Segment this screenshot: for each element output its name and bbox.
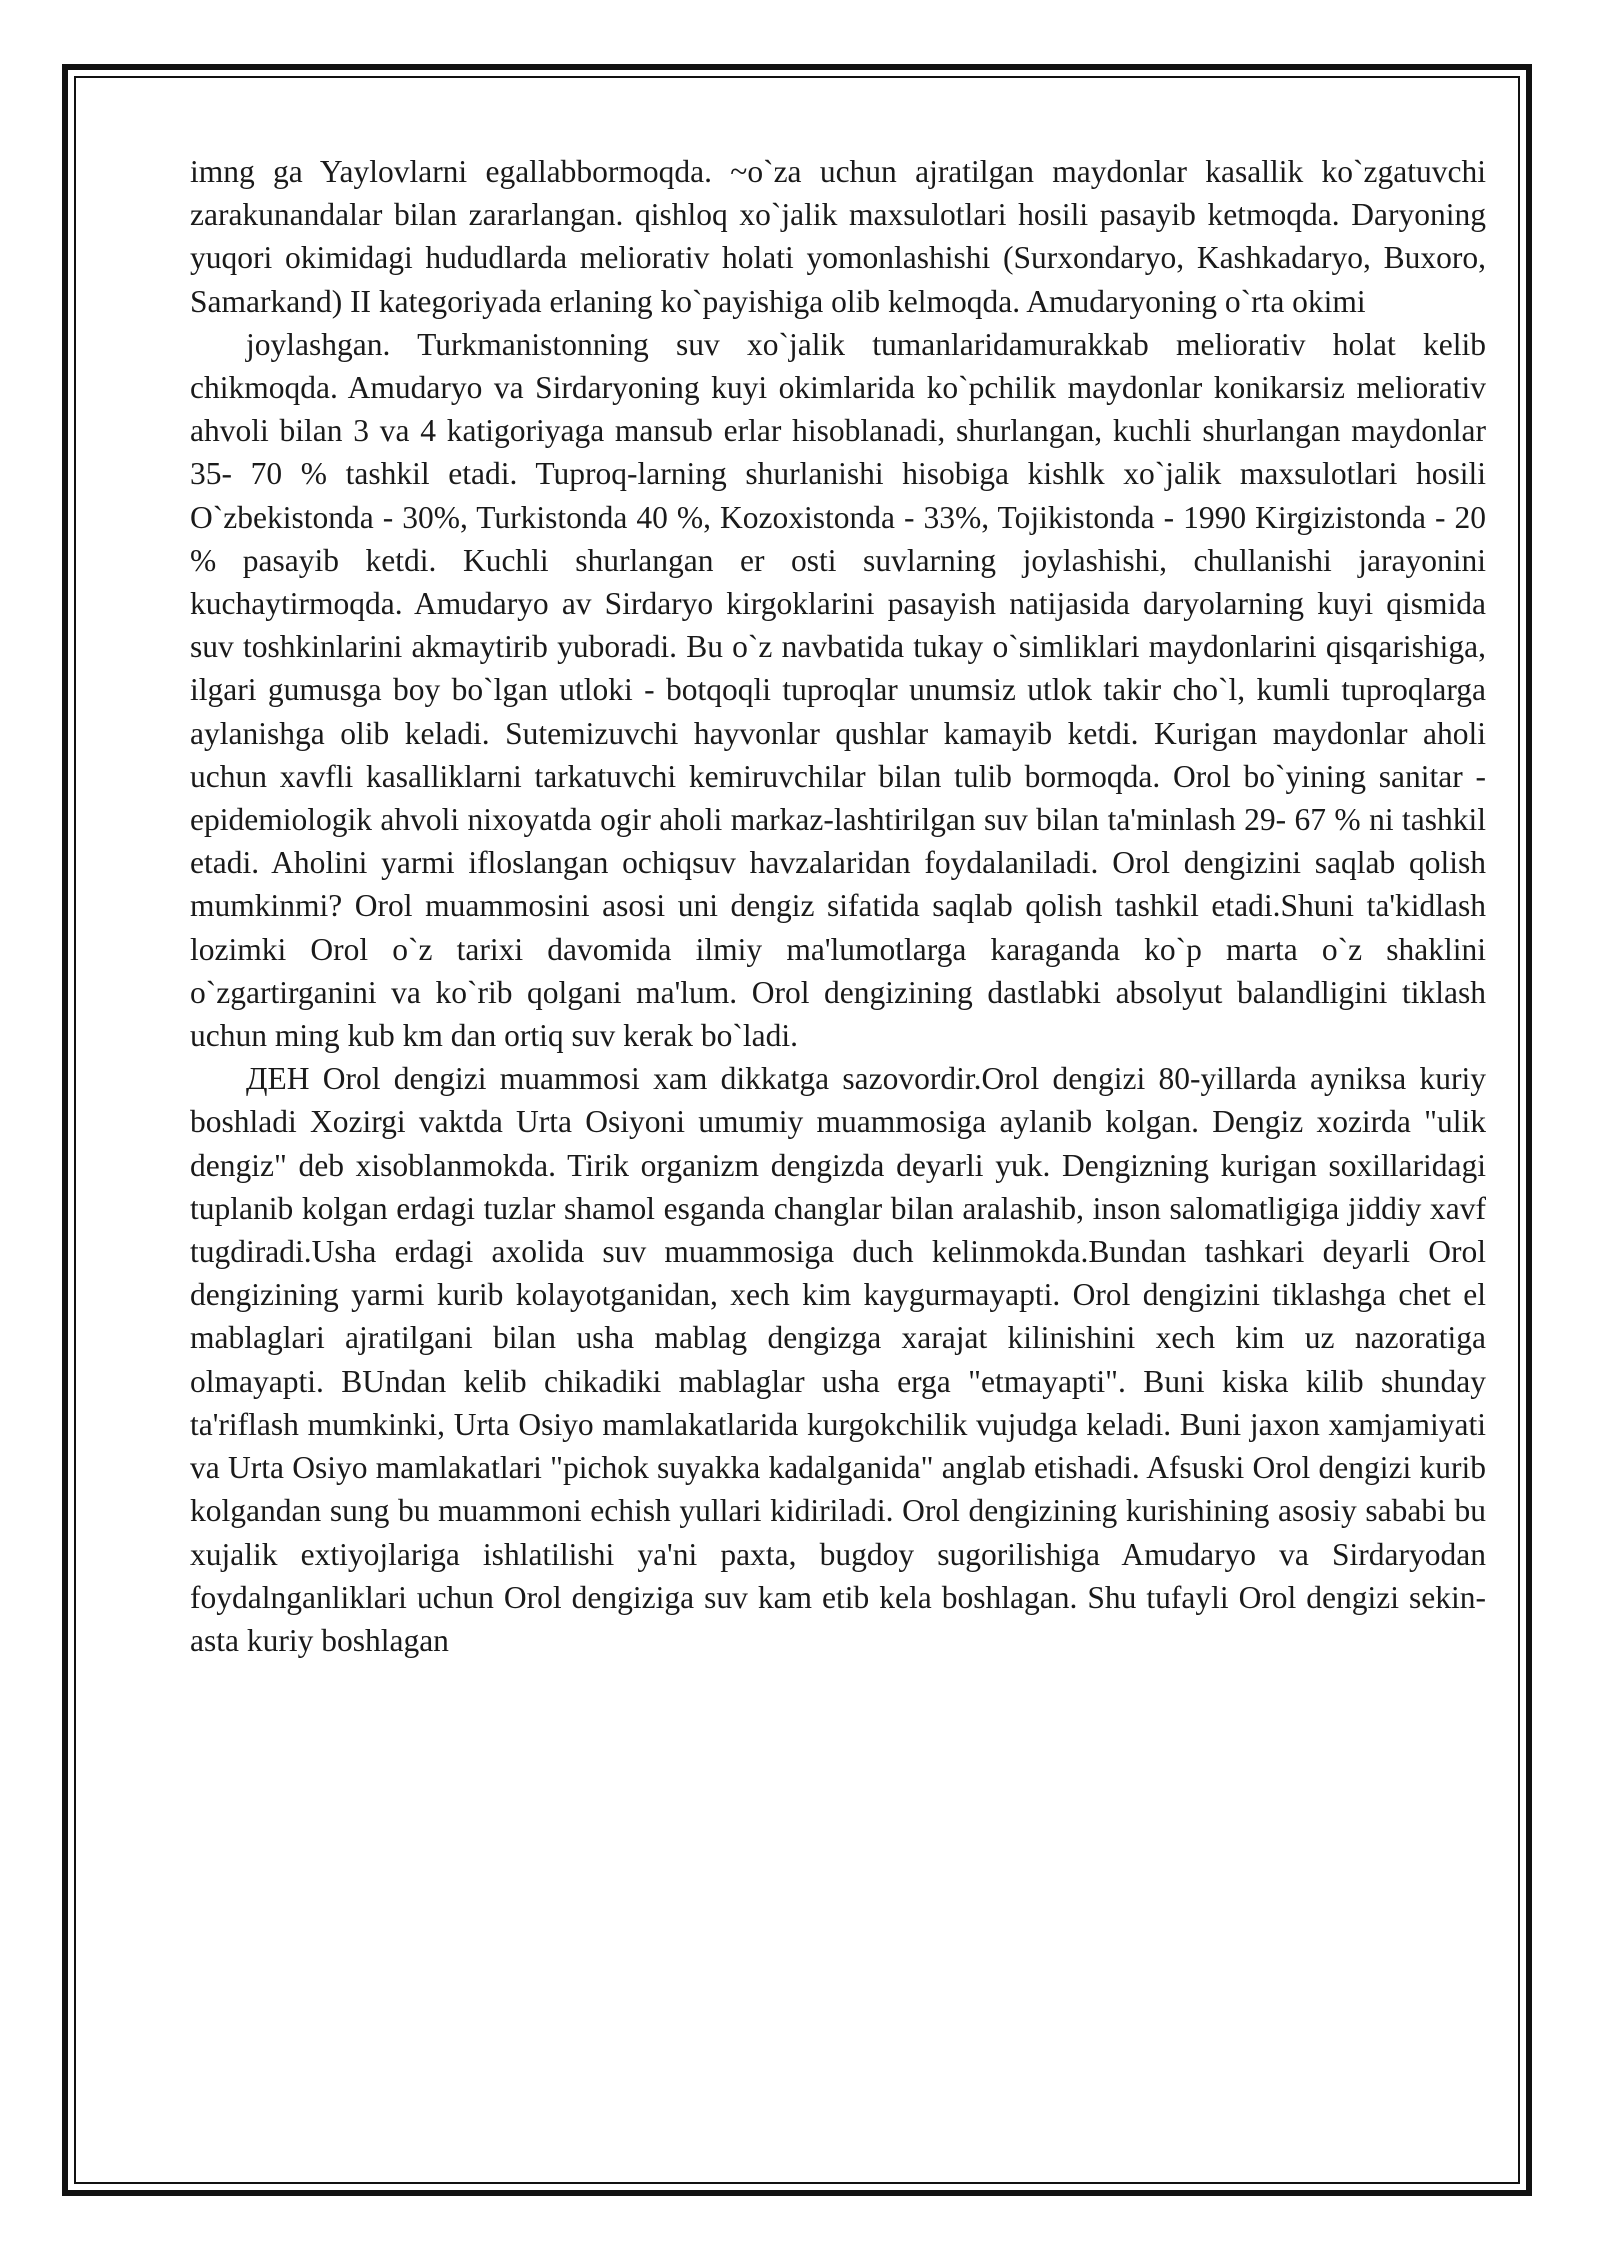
paragraph-2: joylashgan. Turkmanistonning suv xo`jalik tumanlaridamurakkab meliorativ holat kelib chikmoqda. Amudaryo va Sirdaryoning kuyi okimlarida ko`pchilik maydonlar konikarsiz meliorativ ahvoli bilan 3 va 4 katigoriyaga mansub erlar hisoblanadi, shurlangan, kuchli shurlangan maydonlar 35- 70 % tashkil etadi. Tuproq-larning shurlanishi hisobiga kishlk xo`jalik maxsulotlari hosili O`zbekistonda - 30%, Turkistonda 40 %, Kozoxistonda - 33%, Tojikistonda - 1990 Kirgizistonda - 20 % pasayib ketdi. Kuchli shurlangan er osti suvlarning joylashishi, chullanishi jarayonini kuchaytirmoqda. Amudaryo av Sirdaryo kirgoklarini pasayish natijasida daryolarning kuyi qismida suv toshkinlarini akmaytirib yuboradi. Bu o`z navbatida tukay o`simliklari maydonlarini qisqarishiga, ilgari gumusga boy bo`lgan utloki - botqoqli tuproqlar unumsiz utlok takir cho`l, kumli tuproqlarga aylanishga olib keladi. Sutemizuvchi hayvonlar qushlar kamayib ketdi. Kurigan maydonlar aholi uchun xavfli kasalliklarni tarkatuvchi kemiruvchilar bilan tulib bormoqda. Orol bo`yining sanitar - epidemiologik ahvoli nixoyatda ogir aholi markaz-lashtirilgan suv bilan ta'minlash 29- 67 % ni tashkil etadi. Aholini yarmi ifloslangan ochiqsuv havzalaridan foydalaniladi. Orol dengizini saqlab qolish mumkinmi? Orol muammosini asosi uni dengiz sifatida saqlab qolish tashkil etadi.Shuni ta'kidlash lozimki Orol o`z tarixi davomida ilmiy ma'lumotlarga karaganda ko`p marta o`z shaklini o`zgartirganini va ko`rib qolgani ma'lum. Orol dengizining dastlabki absolyut balandligini tiklash uchun ming kub km dan ortiq suv kerak bo`ladi. — [190, 326, 1486, 1054]
paragraph-1: imng ga Yaylovlarni egallabbormoqda. ~o`za uchun ajratilgan maydonlar kasallik ko`zgatuvchi zarakunandalar bilan zararlangan. qishloq xo`jalik maxsulotlari hosili pasayib ketmoqda. Daryoning yuqori okimidagi hududlarda meliorativ holati yomonlashishi (Surxondaryo, Kashkadaryo, Buxoro, Samarkand) II kategoriyada erlaning ko`payishiga olib kelmoqda. Amudaryoning o`rta okimi — [190, 154, 1486, 319]
document-body — [190, 150, 1486, 1662]
paragraph-3: ДЕН Orol dengizi muammosi xam dikkatga sazovordir.Orol dengizi 80-yillarda ayniksa kuriy boshladi Xozirgi vaktda Urta Osiyoni umumiy muammosiga aylanib kolgan. Dengiz xozirda "ulik dengiz" deb xisoblanmokda. Tirik organizm dengizda deyarli yuk. Dengizning kurigan soxillaridagi tuplanib kolgan erdagi tuzlar shamol esganda changlar bilan aralashib, inson salomatligiga jiddiy xavf tugdiradi.Usha erdagi axolida suv muammosiga duch kelinmokda.Bundan tashkari deyarli Orol dengizining yarmi kurib kolayotganidan, xech kim kaygurmayapti. Orol dengizini tiklashga chet el mablaglari ajratilgani bilan usha mablag dengizga xarajat kilinishini xech kim uz nazoratiga olmayapti. BUndan kelib chikadiki mablaglar usha erga "etmayapti". Buni kiska kilib shunday ta'riflash mumkinki, Urta Osiyo mamlakatlarida kurgokchilik vujudga keladi. Buni jaxon xamjamiyati va Urta Osiyo mamlakatlari "pichok suyakka kadalganida" anglab etishadi. Afsuski Orol dengizi kurib kolgandan sung bu muammoni echish yullari kidiriladi. Orol dengizining kurishining asosiy sababi bu xujalik extiyojlariga ishlatilishi ya'ni paxta, bugdoy sugorilishiga Amudaryo va Sirdaryodan foydalnganliklari uchun Orol dengiziga suv kam etib kela boshlagan. Shu tufayli Orol dengizi sekin-asta kuriy boshlagan — [190, 1061, 1486, 1658]
